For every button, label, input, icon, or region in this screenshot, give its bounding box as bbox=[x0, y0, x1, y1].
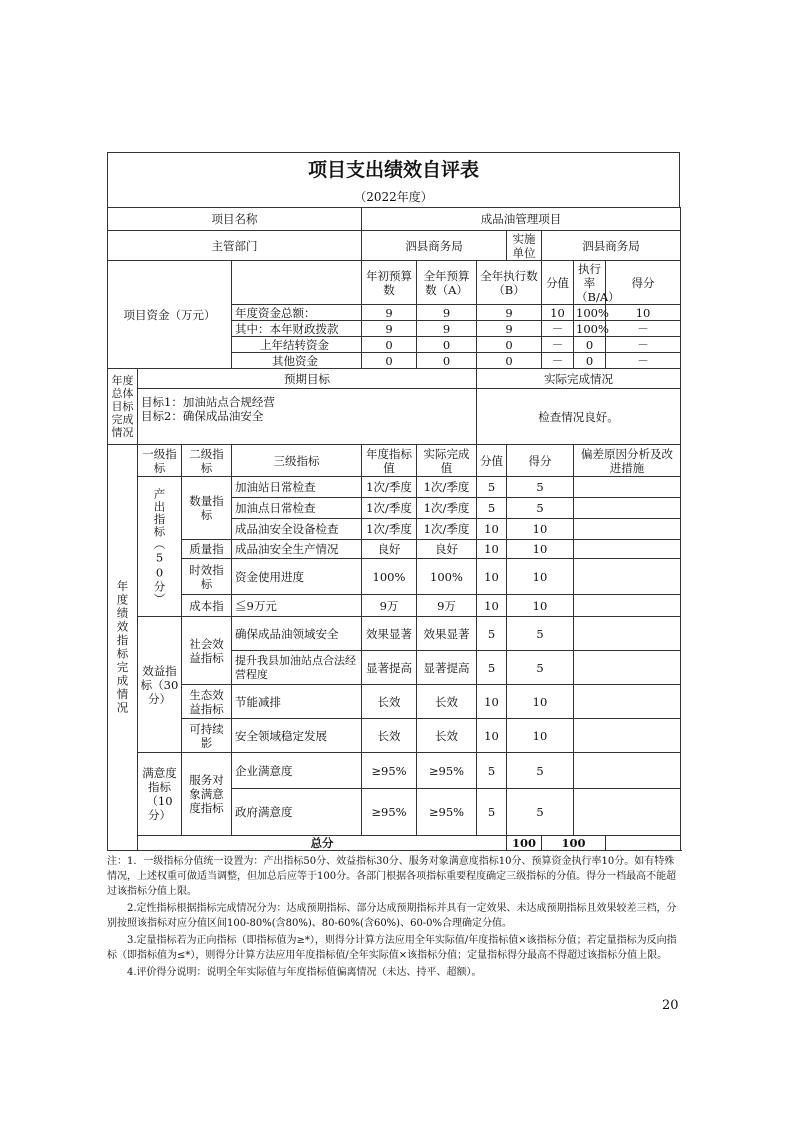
indicator-actual: 1次/季度 bbox=[417, 498, 477, 519]
page-title: 项目支出绩效自评表 bbox=[107, 152, 680, 187]
funds-row-exec: 9 bbox=[477, 321, 542, 337]
indicator-target: 显著提高 bbox=[362, 651, 417, 685]
indicator-weight: 5 bbox=[477, 477, 507, 498]
indicator-name: 安全领域稳定发展 bbox=[232, 719, 362, 753]
indicator-weight: 5 bbox=[477, 789, 507, 836]
total-score: 100 bbox=[542, 836, 606, 851]
indicator-name: 加油站日常检查 bbox=[232, 477, 362, 498]
col-exec-rate: 执行率（B/A） bbox=[574, 261, 606, 305]
indicator-weight: 10 bbox=[477, 595, 507, 617]
funds-row-weight: － bbox=[542, 337, 574, 353]
level2-timeliness: 时效指标 bbox=[182, 559, 232, 595]
notes bbox=[107, 854, 680, 980]
indicator-score: 5 bbox=[507, 753, 574, 789]
indicator-target: 1次/季度 bbox=[362, 498, 417, 519]
impl-label: 实施单位 bbox=[507, 231, 542, 261]
indicator-target: 良好 bbox=[362, 540, 417, 559]
funds-row-score: － bbox=[606, 353, 681, 369]
dept-value: 泗县商务局 bbox=[362, 231, 507, 261]
impl-value: 泗县商务局 bbox=[542, 231, 681, 261]
level2-service: 服务对象满意度指标 bbox=[182, 753, 232, 836]
indicator-weight: 5 bbox=[477, 753, 507, 789]
level1-output: 产出指标（50分） bbox=[138, 477, 182, 617]
indicator-score: 10 bbox=[507, 540, 574, 559]
indicator-actual: 长效 bbox=[417, 685, 477, 719]
col-full-budget: 全年预算数（A） bbox=[417, 261, 477, 305]
indicator-reason bbox=[574, 498, 681, 519]
indicator-name: 成品油安全生产情况 bbox=[232, 540, 362, 559]
funds-row-label: 上年结转资金 bbox=[232, 337, 362, 353]
funds-row-rate: 100% bbox=[574, 305, 606, 321]
level1-effect: 效益指标（30分） bbox=[138, 617, 182, 753]
funds-row-exec: 9 bbox=[477, 305, 542, 321]
indicator-target: 1次/季度 bbox=[362, 477, 417, 498]
indicator-actual: ≥95% bbox=[417, 753, 477, 789]
indicator-name: 加油点日常检查 bbox=[232, 498, 362, 519]
indicator-score: 5 bbox=[507, 498, 574, 519]
indicator-reason bbox=[574, 719, 681, 753]
indicator-target: 100% bbox=[362, 559, 417, 595]
indicator-score: 5 bbox=[507, 617, 574, 651]
indicator-name: 确保成品油领域安全 bbox=[232, 617, 362, 651]
total-label: 总分 bbox=[138, 836, 507, 851]
indicator-weight: 5 bbox=[477, 651, 507, 685]
col-reason: 偏差原因分析及改进措施 bbox=[574, 445, 681, 477]
funds-row-initial: 9 bbox=[362, 305, 417, 321]
evaluation-sheet bbox=[107, 152, 680, 982]
indicator-reason bbox=[574, 559, 681, 595]
indicators-side-label: 年度绩效指标完成情况 bbox=[108, 445, 138, 851]
indicator-score: 10 bbox=[507, 519, 574, 540]
note-3: 3.定量指标若为正向指标（即指标值为≥*），则得分计算方法应用全年实际值/年度指标值×该指标分值；若定量指标为反向指标（即指标值为≤*），则得分计算方法应用年度指标值/全年实际值×该指标分值；定量指标得分最高不得超过该指标分值上限。 bbox=[107, 935, 677, 961]
funds-row-full: 0 bbox=[417, 337, 477, 353]
indicator-reason bbox=[574, 685, 681, 719]
col-exec: 全年执行数（B） bbox=[477, 261, 542, 305]
indicator-weight: 10 bbox=[477, 685, 507, 719]
indicator-actual: 9万 bbox=[417, 595, 477, 617]
indicator-actual: 长效 bbox=[417, 719, 477, 753]
col-score: 得分 bbox=[507, 445, 574, 477]
funds-row-exec: 0 bbox=[477, 337, 542, 353]
funds-row-weight: 10 bbox=[542, 305, 574, 321]
page-number: 20 bbox=[662, 998, 679, 1013]
indicator-reason bbox=[574, 540, 681, 559]
indicator-name: 政府满意度 bbox=[232, 789, 362, 836]
indicator-weight: 10 bbox=[477, 559, 507, 595]
indicator-target: 长效 bbox=[362, 719, 417, 753]
level1-satisfaction: 满意度指标（10分） bbox=[138, 753, 182, 836]
indicator-actual: 100% bbox=[417, 559, 477, 595]
funds-blank-header bbox=[232, 261, 362, 305]
indicator-name: 节能减排 bbox=[232, 685, 362, 719]
indicator-target: 长效 bbox=[362, 685, 417, 719]
indicator-name: 资金使用进度 bbox=[232, 559, 362, 595]
level2-quality: 质量指 bbox=[182, 540, 232, 559]
project-name-value: 成品油管理项目 bbox=[362, 208, 681, 231]
level2-cost: 成本指 bbox=[182, 595, 232, 617]
funds-row-full: 9 bbox=[417, 305, 477, 321]
indicator-actual: 1次/季度 bbox=[417, 519, 477, 540]
funds-row-rate: 0 bbox=[574, 337, 606, 353]
indicator-weight: 10 bbox=[477, 519, 507, 540]
indicator-score: 5 bbox=[507, 477, 574, 498]
funds-label: 项目资金（万元） bbox=[108, 261, 232, 369]
funds-row-score: 10 bbox=[606, 305, 681, 321]
funds-row-initial: 0 bbox=[362, 337, 417, 353]
indicator-reason bbox=[574, 477, 681, 498]
funds-row-exec: 0 bbox=[477, 353, 542, 369]
col-actual: 实际完成值 bbox=[417, 445, 477, 477]
funds-row-label: 年度资金总额： bbox=[232, 305, 362, 321]
level2-quantity: 数量指标 bbox=[182, 477, 232, 540]
report-year: （2022年度） bbox=[107, 187, 680, 207]
indicator-score: 10 bbox=[507, 685, 574, 719]
indicator-score: 10 bbox=[507, 595, 574, 617]
funds-row-full: 0 bbox=[417, 353, 477, 369]
col-funds-score: 得分 bbox=[606, 261, 681, 305]
indicator-name: 企业满意度 bbox=[232, 753, 362, 789]
indicator-target: 9万 bbox=[362, 595, 417, 617]
note-1: 注：1．一级指标分值统一设置为：产出指标50分、效益指标30分、服务对象满意度指标10分、预算资金执行率10分。如有特殊情况，上述权重可做适当调整，但加总后应等于100分。各部门根据各项指标重要程度确定三级指标的分值。得分一档最高不能超过该指标分值上限。 bbox=[107, 856, 677, 897]
funds-row-label: 其他资金 bbox=[232, 353, 362, 369]
goals-label: 年度总体目标完成情况 bbox=[108, 369, 138, 445]
indicator-actual: ≥95% bbox=[417, 789, 477, 836]
indicator-reason bbox=[574, 789, 681, 836]
indicator-score: 10 bbox=[507, 559, 574, 595]
expected-goals-header: 预期目标 bbox=[138, 369, 477, 389]
indicator-actual: 1次/季度 bbox=[417, 477, 477, 498]
indicator-weight: 5 bbox=[477, 498, 507, 519]
dept-label: 主管部门 bbox=[108, 231, 362, 261]
note-4: 4.评价得分说明：说明全年实际值与年度指标值偏离情况（未达、持平、超额）。 bbox=[127, 967, 482, 978]
col-level2: 二级指标 bbox=[182, 445, 232, 477]
actual-goals-header: 实际完成情况 bbox=[477, 369, 681, 389]
total-reason bbox=[606, 836, 681, 851]
indicator-weight: 10 bbox=[477, 719, 507, 753]
total-weight: 100 bbox=[507, 836, 542, 851]
funds-row-rate: 100% bbox=[574, 321, 606, 337]
col-funds-weight: 分值 bbox=[542, 261, 574, 305]
indicator-actual: 显著提高 bbox=[417, 651, 477, 685]
indicator-reason bbox=[574, 617, 681, 651]
indicator-name: 提升我县加油站点合法经营程度 bbox=[232, 651, 362, 685]
project-name-label: 项目名称 bbox=[108, 208, 362, 231]
indicator-target: ≥95% bbox=[362, 753, 417, 789]
indicator-weight: 10 bbox=[477, 540, 507, 559]
indicator-reason bbox=[574, 651, 681, 685]
funds-row-score: － bbox=[606, 321, 681, 337]
indicator-target: ≥95% bbox=[362, 789, 417, 836]
col-initial-budget: 年初预算数 bbox=[362, 261, 417, 305]
indicator-target: 效果显著 bbox=[362, 617, 417, 651]
level2-social: 社会效益指标 bbox=[182, 617, 232, 685]
expected-goal-1: 目标1：加油站点合规经营 bbox=[141, 395, 275, 409]
funds-row-label: 其中：本年财政拨款 bbox=[232, 321, 362, 337]
funds-row-weight: － bbox=[542, 321, 574, 337]
funds-row-weight: － bbox=[542, 353, 574, 369]
expected-goal-2: 目标2：确保成品油安全 bbox=[141, 409, 264, 423]
expected-goals bbox=[138, 389, 477, 445]
indicator-name: ≦9万元 bbox=[232, 595, 362, 617]
indicator-score: 10 bbox=[507, 719, 574, 753]
funds-row-full: 9 bbox=[417, 321, 477, 337]
indicator-score: 5 bbox=[507, 789, 574, 836]
funds-row-initial: 9 bbox=[362, 321, 417, 337]
note-2: 2.定性指标根据指标完成情况分为：达成预期指标、部分达成预期指标并具有一定效果、未达成预期指标且效果较差三档，分别按照该指标对应分值区间100-80%(含80%)、80-60%(含60%)、60-0%合理确定分值。 bbox=[107, 903, 677, 929]
col-weight: 分值 bbox=[477, 445, 507, 477]
level2-eco: 生态效益指标 bbox=[182, 685, 232, 719]
indicator-name: 成品油安全设备检查 bbox=[232, 519, 362, 540]
funds-row-score: － bbox=[606, 337, 681, 353]
indicator-actual: 良好 bbox=[417, 540, 477, 559]
funds-row-rate: 0 bbox=[574, 353, 606, 369]
indicator-reason bbox=[574, 595, 681, 617]
col-level1: 一级指标 bbox=[138, 445, 182, 477]
evaluation-table bbox=[107, 207, 681, 851]
indicator-reason bbox=[574, 519, 681, 540]
actual-goals: 检查情况良好。 bbox=[477, 389, 681, 445]
indicator-score: 5 bbox=[507, 651, 574, 685]
col-level3: 三级指标 bbox=[232, 445, 362, 477]
funds-row-initial: 0 bbox=[362, 353, 417, 369]
indicator-target: 1次/季度 bbox=[362, 519, 417, 540]
indicator-reason bbox=[574, 753, 681, 789]
level2-sustain: 可持续影 bbox=[182, 719, 232, 753]
indicator-weight: 5 bbox=[477, 617, 507, 651]
col-target: 年度指标值 bbox=[362, 445, 417, 477]
indicator-actual: 效果显著 bbox=[417, 617, 477, 651]
